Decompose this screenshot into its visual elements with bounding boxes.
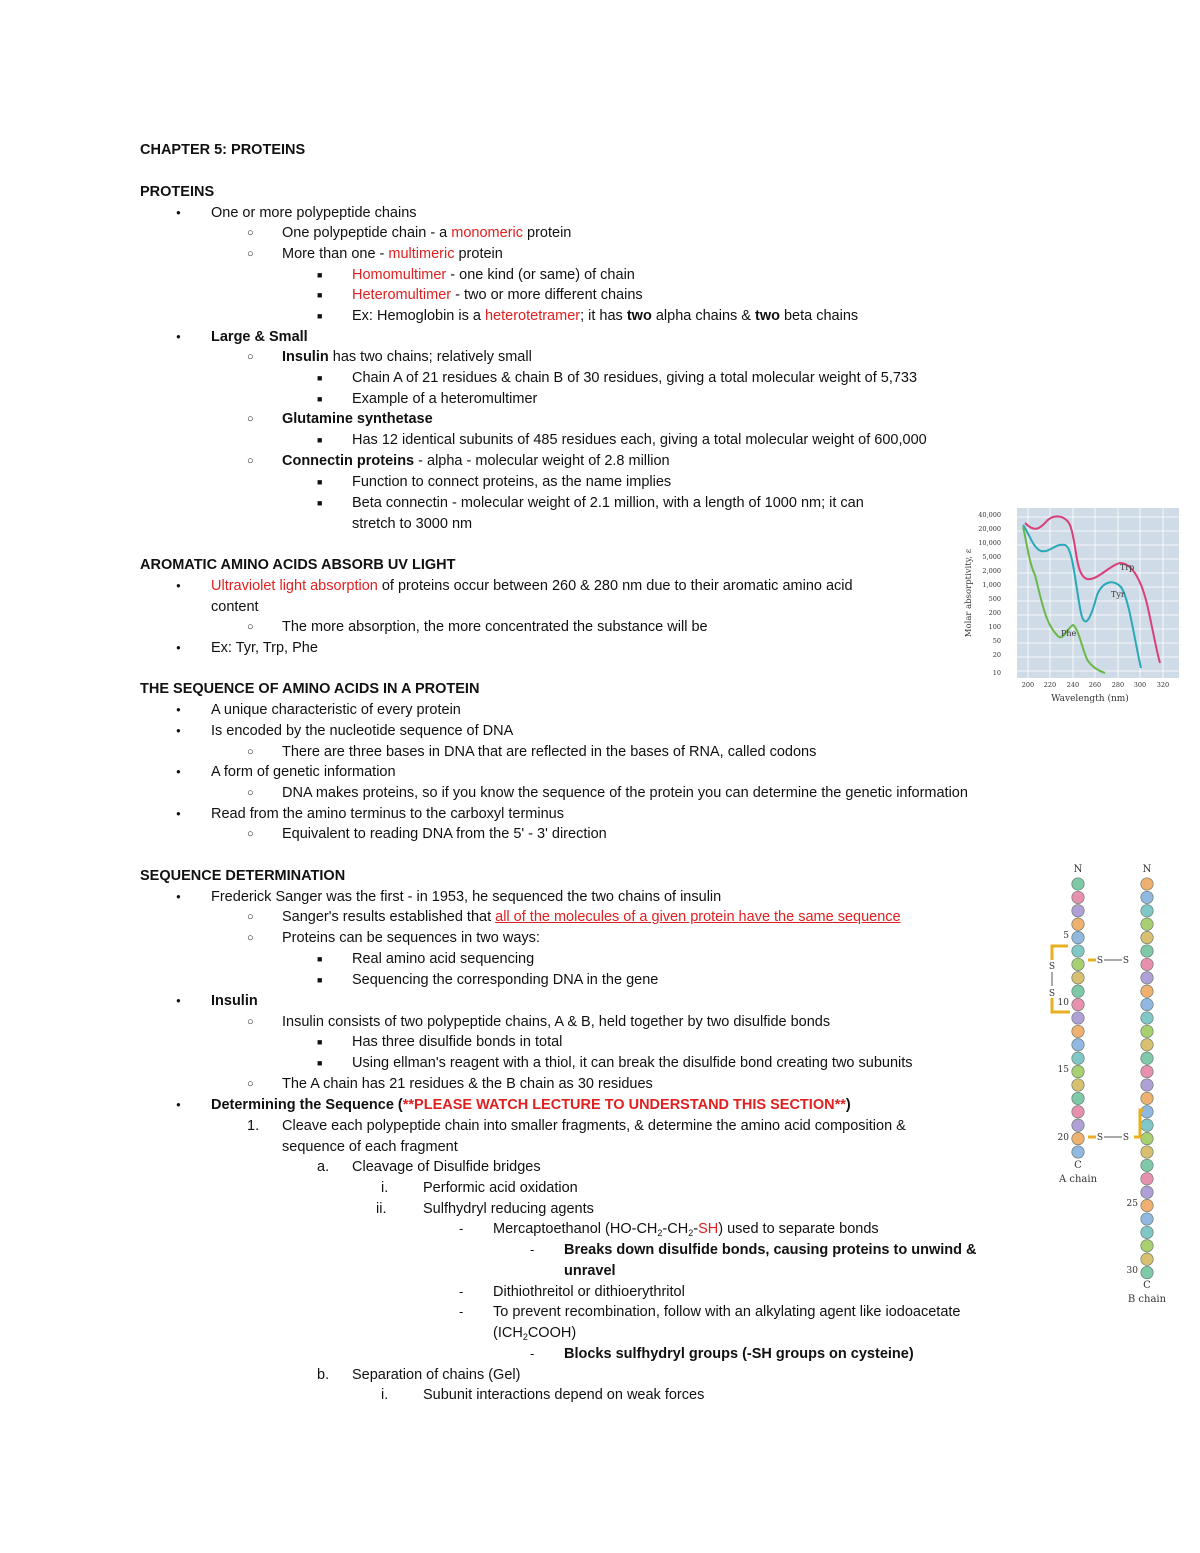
residue-bead [1141, 1266, 1153, 1278]
list-item: Frederick Sanger was the first - in 1953, he sequenced the two chains of insulin [211, 889, 722, 905]
residue-bead [1072, 1119, 1084, 1131]
residue-bead [1141, 1025, 1153, 1037]
list-item-continuation: stretch to 3000 nm [352, 516, 473, 532]
residue-bead [1072, 905, 1084, 917]
bullet-icon [176, 701, 181, 721]
residue-bead [1072, 1052, 1084, 1064]
svg-text:2,000: 2,000 [982, 567, 1001, 575]
bullet-icon [176, 204, 181, 224]
page-title: CHAPTER 5: PROTEINS [140, 142, 306, 158]
list-item: Homomultimer - one kind (or same) of chain [352, 267, 635, 283]
residue-bead [1141, 1039, 1153, 1051]
svg-text:300: 300 [1133, 681, 1147, 689]
list-item: Heteromultimer - two or more different chains [352, 287, 643, 303]
sub-bullet-icon [247, 784, 254, 803]
svg-text:40,000: 40,000 [978, 511, 1001, 519]
sub-bullet-icon [247, 452, 254, 471]
square-bullet-icon [317, 494, 322, 513]
svg-text:1,000: 1,000 [982, 581, 1001, 589]
list-item: Sequencing the corresponding DNA in the gene [352, 972, 659, 988]
bullet-icon [176, 577, 181, 597]
sub-bullet-icon [247, 410, 254, 429]
list-letter: b. [317, 1367, 330, 1383]
list-item: Example of a heteromultimer [352, 391, 538, 407]
list-item: A unique characteristic of every protein [211, 702, 461, 718]
sub-bullet-icon [247, 348, 254, 367]
a-chain-label: A chain [1058, 1174, 1098, 1185]
residue-bead [1141, 918, 1153, 930]
svg-text:20,000: 20,000 [978, 525, 1001, 533]
tyr-label: Tyr [1111, 590, 1125, 599]
list-item-continuation: $(ICH_2COOH)$ [493, 1325, 577, 1342]
square-bullet-icon [317, 1054, 322, 1073]
b-chain-residues [1141, 878, 1153, 1279]
list-item: Cleave each polypeptide chain into smaller fragments, & determine the amino acid composition & [282, 1118, 906, 1134]
residue-bead [1072, 958, 1084, 970]
list-item: Ultraviolet light absorption of proteins occur between 260 & 280 nm due to their aromatic amino acid [211, 578, 853, 594]
svg-text:10: 10 [1057, 998, 1069, 1008]
list-item: Subunit interactions depend on weak forces [423, 1387, 705, 1403]
residue-bead [1072, 1079, 1084, 1091]
y-tick-labels [978, 511, 1001, 677]
residue-bead [1072, 1025, 1084, 1037]
svg-text:200: 200 [1021, 681, 1035, 689]
sulfur-labels [1049, 956, 1129, 1143]
svg-text:5,000: 5,000 [982, 553, 1001, 561]
list-item-continuation: sequence of each fragment [282, 1139, 458, 1155]
sub-bullet-icon [247, 825, 254, 844]
phe-label: Phe [1061, 629, 1077, 638]
list-item: Equivalent to reading DNA from the 5' - 3' direction [282, 826, 607, 842]
residue-bead [1141, 985, 1153, 997]
sub-bullet-icon [247, 224, 254, 243]
a-chain-c-terminus: C [1074, 1160, 1082, 1171]
square-bullet-icon [317, 369, 322, 388]
bullet-icon [176, 639, 181, 659]
list-item: Separation of chains (Gel) [352, 1367, 521, 1383]
list-item: Dithiothreitol or dithioerythritol [493, 1284, 685, 1300]
svg-text:10: 10 [992, 669, 1001, 677]
residue-bead [1072, 1132, 1084, 1144]
residue-bead [1141, 1092, 1153, 1104]
list-item: Has 12 identical subunits of 485 residues each, giving a total molecular weight of 600,000 [352, 432, 927, 448]
section-heading-proteins: PROTEINS [140, 184, 215, 200]
list-item: Insulin has two chains; relatively small [282, 349, 532, 365]
list-item: Insulin consists of two polypeptide chains, A & B, held together by two disulfide bonds [282, 1014, 831, 1030]
residue-bead [1072, 985, 1084, 997]
svg-text:15: 15 [1057, 1065, 1069, 1075]
square-bullet-icon [317, 1033, 322, 1052]
residue-bead [1072, 1146, 1084, 1158]
residue-bead [1141, 1146, 1153, 1158]
residue-bead [1141, 1213, 1153, 1225]
bullet-icon [176, 805, 181, 825]
list-roman: ii. [376, 1201, 387, 1217]
dash-bullet-icon [459, 1220, 463, 1238]
list-item: Connectin proteins - alpha - molecular weight of 2.8 million [282, 453, 670, 469]
residue-bead [1141, 891, 1153, 903]
list-item: Insulin [211, 993, 258, 1009]
residue-bead [1141, 1065, 1153, 1077]
b-chain-label: B chain [1127, 1294, 1167, 1305]
list-letter: a. [317, 1159, 330, 1175]
residue-bead [1141, 972, 1153, 984]
section-heading-sequence: THE SEQUENCE OF AMINO ACIDS IN A PROTEIN [140, 681, 480, 697]
residue-bead [1141, 1186, 1153, 1198]
svg-text:100: 100 [988, 623, 1001, 631]
residue-bead [1072, 891, 1084, 903]
residue-bead [1141, 1253, 1153, 1265]
residue-bead [1141, 958, 1153, 970]
b-chain-n-terminus: N [1142, 864, 1152, 875]
square-bullet-icon [317, 390, 322, 409]
list-item: Glutamine synthetase [282, 411, 433, 427]
list-item: Has three disulfide bonds in total [352, 1034, 563, 1050]
section-heading-aromatic: AROMATIC AMINO ACIDS ABSORB UV LIGHT [140, 557, 456, 573]
b-chain-c-terminus: C [1143, 1280, 1151, 1291]
dash-bullet-icon [459, 1303, 463, 1321]
bullet-icon [176, 1096, 181, 1116]
svg-text:200: 200 [988, 609, 1001, 617]
residue-bead [1141, 931, 1153, 943]
uv-absorption-figure [955, 503, 1185, 708]
dash-bullet-icon [459, 1283, 463, 1301]
svg-text:280: 280 [1111, 681, 1125, 689]
bullet-icon [176, 328, 181, 348]
residue-bead [1072, 1106, 1084, 1118]
residue-numbers [1058, 931, 1139, 1276]
residue-bead [1072, 1039, 1084, 1051]
residue-bead [1141, 1159, 1153, 1171]
svg-text:20: 20 [992, 651, 1001, 659]
list-item: The A chain has 21 residues & the B chain as 30 residues [282, 1076, 653, 1092]
list-item: DNA makes proteins, so if you know the sequence of the protein you can determine the genetic information [282, 785, 968, 801]
svg-text:10,000: 10,000 [978, 539, 1001, 547]
list-item: A form of genetic information [211, 764, 396, 780]
residue-bead [1141, 905, 1153, 917]
list-item: Blocks sulfhydryl groups (-SH groups on cysteine) [564, 1346, 914, 1362]
list-item: Mercaptoethanol $(HO-CH_2-CH_2-SH)$ used to separate bonds [493, 1221, 879, 1238]
list-roman: i. [381, 1180, 389, 1196]
list-item-continuation: unravel [564, 1263, 616, 1279]
list-item: Sanger's results established that all of the molecules of a given protein have the same sequence [282, 909, 901, 925]
list-item: To prevent recombination, follow with an alkylating agent like iodoacetate [493, 1304, 961, 1320]
list-number: 1. [247, 1118, 260, 1134]
square-bullet-icon [317, 286, 322, 305]
insulin-structure-figure [1040, 858, 1180, 1310]
svg-text:S: S [1048, 962, 1056, 972]
bond-lines [1052, 960, 1122, 1137]
residue-bead [1141, 1106, 1153, 1118]
square-bullet-icon [317, 971, 322, 990]
bullet-icon [176, 722, 181, 742]
svg-text:20: 20 [1057, 1133, 1069, 1143]
residue-bead [1141, 1052, 1153, 1064]
list-item: The more absorption, the more concentrated the substance will be [282, 619, 708, 635]
svg-text:240: 240 [1066, 681, 1080, 689]
sub-bullet-icon [247, 245, 254, 264]
square-bullet-icon [317, 950, 322, 969]
x-tick-labels [1022, 681, 1169, 689]
svg-text:S: S [1122, 956, 1130, 966]
list-item: Large & Small [211, 329, 308, 345]
list-item: Ex: Tyr, Trp, Phe [211, 640, 318, 656]
residue-bead [1141, 1132, 1153, 1144]
list-item: One or more polypeptide chains [211, 205, 417, 221]
square-bullet-icon [317, 266, 322, 285]
residue-bead [1141, 1240, 1153, 1252]
residue-bead [1072, 1065, 1084, 1077]
residue-bead [1141, 945, 1153, 957]
svg-text:220: 220 [1043, 681, 1057, 689]
sub-bullet-icon [247, 929, 254, 948]
list-item: Beta connectin - molecular weight of 2.1 million, with a length of 1000 nm; it can [352, 495, 864, 511]
list-item: Proteins can be sequences in two ways: [282, 930, 540, 946]
svg-text:30: 30 [1126, 1266, 1138, 1276]
svg-text:50: 50 [992, 637, 1001, 645]
residue-bead [1141, 1199, 1153, 1211]
residue-bead [1072, 918, 1084, 930]
residue-bead [1072, 931, 1084, 943]
disulfide-bonds [1052, 946, 1144, 1137]
svg-text:S: S [1048, 989, 1056, 999]
residue-bead [1141, 1173, 1153, 1185]
list-item: Breaks down disulfide bonds, causing proteins to unwind & [564, 1242, 977, 1258]
svg-text:500: 500 [988, 595, 1001, 603]
section-heading-determination: SEQUENCE DETERMINATION [140, 868, 346, 884]
residue-bead [1072, 998, 1084, 1010]
svg-text:S: S [1096, 1133, 1104, 1143]
residue-bead [1072, 972, 1084, 984]
dash-bullet-icon [530, 1345, 534, 1363]
residue-bead [1141, 998, 1153, 1010]
list-item: Read from the amino terminus to the carboxyl terminus [211, 806, 564, 822]
bullet-icon [176, 992, 181, 1012]
residue-bead [1141, 878, 1153, 890]
list-item: There are three bases in DNA that are reflected in the bases of RNA, called codons [282, 744, 817, 760]
svg-text:320: 320 [1156, 681, 1170, 689]
list-item: Function to connect proteins, as the name implies [352, 474, 672, 490]
list-item: Ex: Hemoglobin is a heterotetramer; it has two alpha chains & two beta chains [352, 308, 859, 324]
list-item: One polypeptide chain - a monomeric protein [282, 225, 572, 241]
residue-bead [1072, 1012, 1084, 1024]
square-bullet-icon [317, 473, 322, 492]
sub-bullet-icon [247, 743, 254, 762]
svg-text:S: S [1122, 1133, 1130, 1143]
svg-text:25: 25 [1126, 1199, 1138, 1209]
residue-bead [1141, 1119, 1153, 1131]
list-item: Using ellman's reagent with a thiol, it can break the disulfide bond creating two subunits [352, 1055, 913, 1071]
y-axis-label: Molar absorptivity, ε [964, 548, 974, 638]
residue-bead [1072, 945, 1084, 957]
a-chain-residues [1072, 878, 1084, 1158]
residue-bead [1141, 1012, 1153, 1024]
svg-text:S: S [1096, 956, 1104, 966]
square-bullet-icon [317, 431, 322, 450]
bullet-icon [176, 888, 181, 908]
list-item: Performic acid oxidation [423, 1180, 578, 1196]
sub-bullet-icon [247, 1013, 254, 1032]
residue-bead [1072, 1092, 1084, 1104]
a-chain-n-terminus: N [1073, 864, 1083, 875]
x-axis-label: Wavelength (nm) [1051, 694, 1129, 704]
list-item: More than one - multimeric protein [282, 246, 503, 262]
trp-label: Trp [1120, 563, 1135, 572]
list-roman: i. [381, 1387, 389, 1403]
list-item: Cleavage of Disulfide bridges [352, 1159, 541, 1175]
svg-text:260: 260 [1088, 681, 1102, 689]
dash-bullet-icon [530, 1241, 534, 1259]
list-item: Is encoded by the nucleotide sequence of DNA [211, 723, 514, 739]
list-item: Chain A of 21 residues & chain B of 30 residues, giving a total molecular weight of 5,733 [352, 370, 918, 386]
list-item-continuation: content [211, 599, 259, 615]
list-item: Real amino acid sequencing [352, 951, 535, 967]
residue-bead [1141, 1226, 1153, 1238]
residue-bead [1072, 878, 1084, 890]
svg-text:5: 5 [1063, 931, 1069, 941]
list-item: Determining the Sequence (**PLEASE WATCH LECTURE TO UNDERSTAND THIS SECTION**) [211, 1097, 851, 1113]
sub-bullet-icon [247, 618, 254, 637]
sub-bullet-icon [247, 908, 254, 927]
list-item: Sulfhydryl reducing agents [423, 1201, 594, 1217]
sub-bullet-icon [247, 1075, 254, 1094]
square-bullet-icon [317, 307, 322, 326]
residue-bead [1141, 1079, 1153, 1091]
bullet-icon [176, 763, 181, 783]
